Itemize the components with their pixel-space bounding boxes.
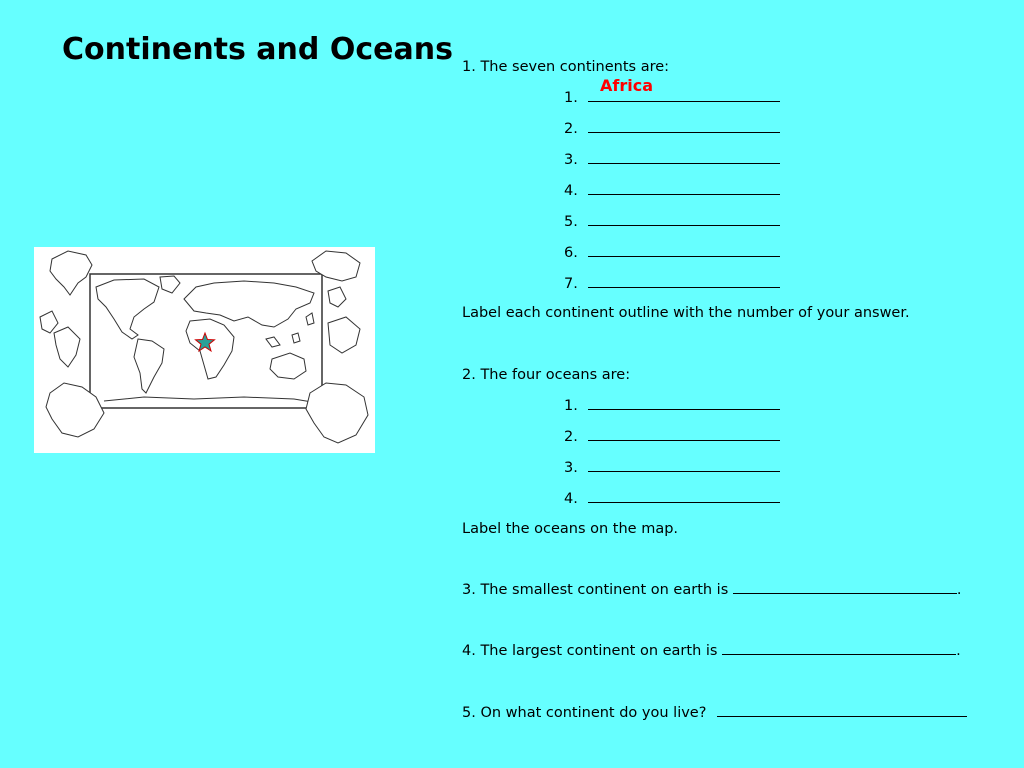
continent-blank-2[interactable]: 2. (564, 120, 780, 137)
question-4-prompt: 4. The largest continent on earth is (462, 643, 718, 659)
answer-blank[interactable] (588, 120, 780, 133)
ocean-blank-4[interactable]: 4. (564, 490, 780, 507)
answer-blank[interactable] (588, 182, 780, 195)
continent-blank-5[interactable]: 5. (564, 213, 780, 230)
question-2-prompt: 2. The four oceans are: (462, 367, 631, 383)
continent-blank-1[interactable]: 1. (564, 89, 780, 106)
question-5 (462, 704, 967, 722)
answer-blank[interactable] (588, 428, 780, 441)
answer-africa: Africa (600, 76, 653, 95)
page-title: Continents and Oceans (62, 32, 453, 67)
ocean-blank-3[interactable]: 3. (564, 459, 780, 476)
question-5-prompt: 5. On what continent do you live? (462, 705, 707, 721)
question-4: 4. The largest continent on earth is . (462, 643, 961, 659)
ocean-blank-2[interactable]: 2. (564, 428, 780, 445)
continent-blank-6[interactable]: 6. (564, 244, 780, 261)
answer-blank[interactable] (588, 397, 780, 410)
smallest-continent-blank[interactable] (733, 581, 957, 594)
question-1-instruction: Label each continent outline with the number of your answer. (462, 305, 910, 321)
continent-blank-3[interactable]: 3. (564, 151, 780, 168)
answer-blank[interactable] (588, 151, 780, 164)
answer-blank[interactable] (588, 459, 780, 472)
home-continent-blank[interactable] (717, 704, 967, 717)
question-3-prompt: 3. The smallest continent on earth is (462, 582, 729, 598)
world-map-image (34, 247, 375, 453)
answer-blank[interactable] (588, 490, 780, 503)
answer-blank[interactable] (588, 244, 780, 257)
question-3: 3. The smallest continent on earth is . (462, 582, 962, 598)
largest-continent-blank[interactable] (722, 642, 956, 655)
answer-blank[interactable] (588, 275, 780, 288)
ocean-blank-1[interactable]: 1. (564, 397, 780, 414)
answer-blank[interactable] (588, 89, 780, 102)
question-2-instruction: Label the oceans on the map. (462, 521, 679, 537)
question-1-prompt: 1. The seven continents are: (462, 59, 670, 75)
continent-blank-4[interactable]: 4. (564, 182, 780, 199)
answer-blank[interactable] (588, 213, 780, 226)
continent-blank-7[interactable]: 7. (564, 275, 780, 292)
